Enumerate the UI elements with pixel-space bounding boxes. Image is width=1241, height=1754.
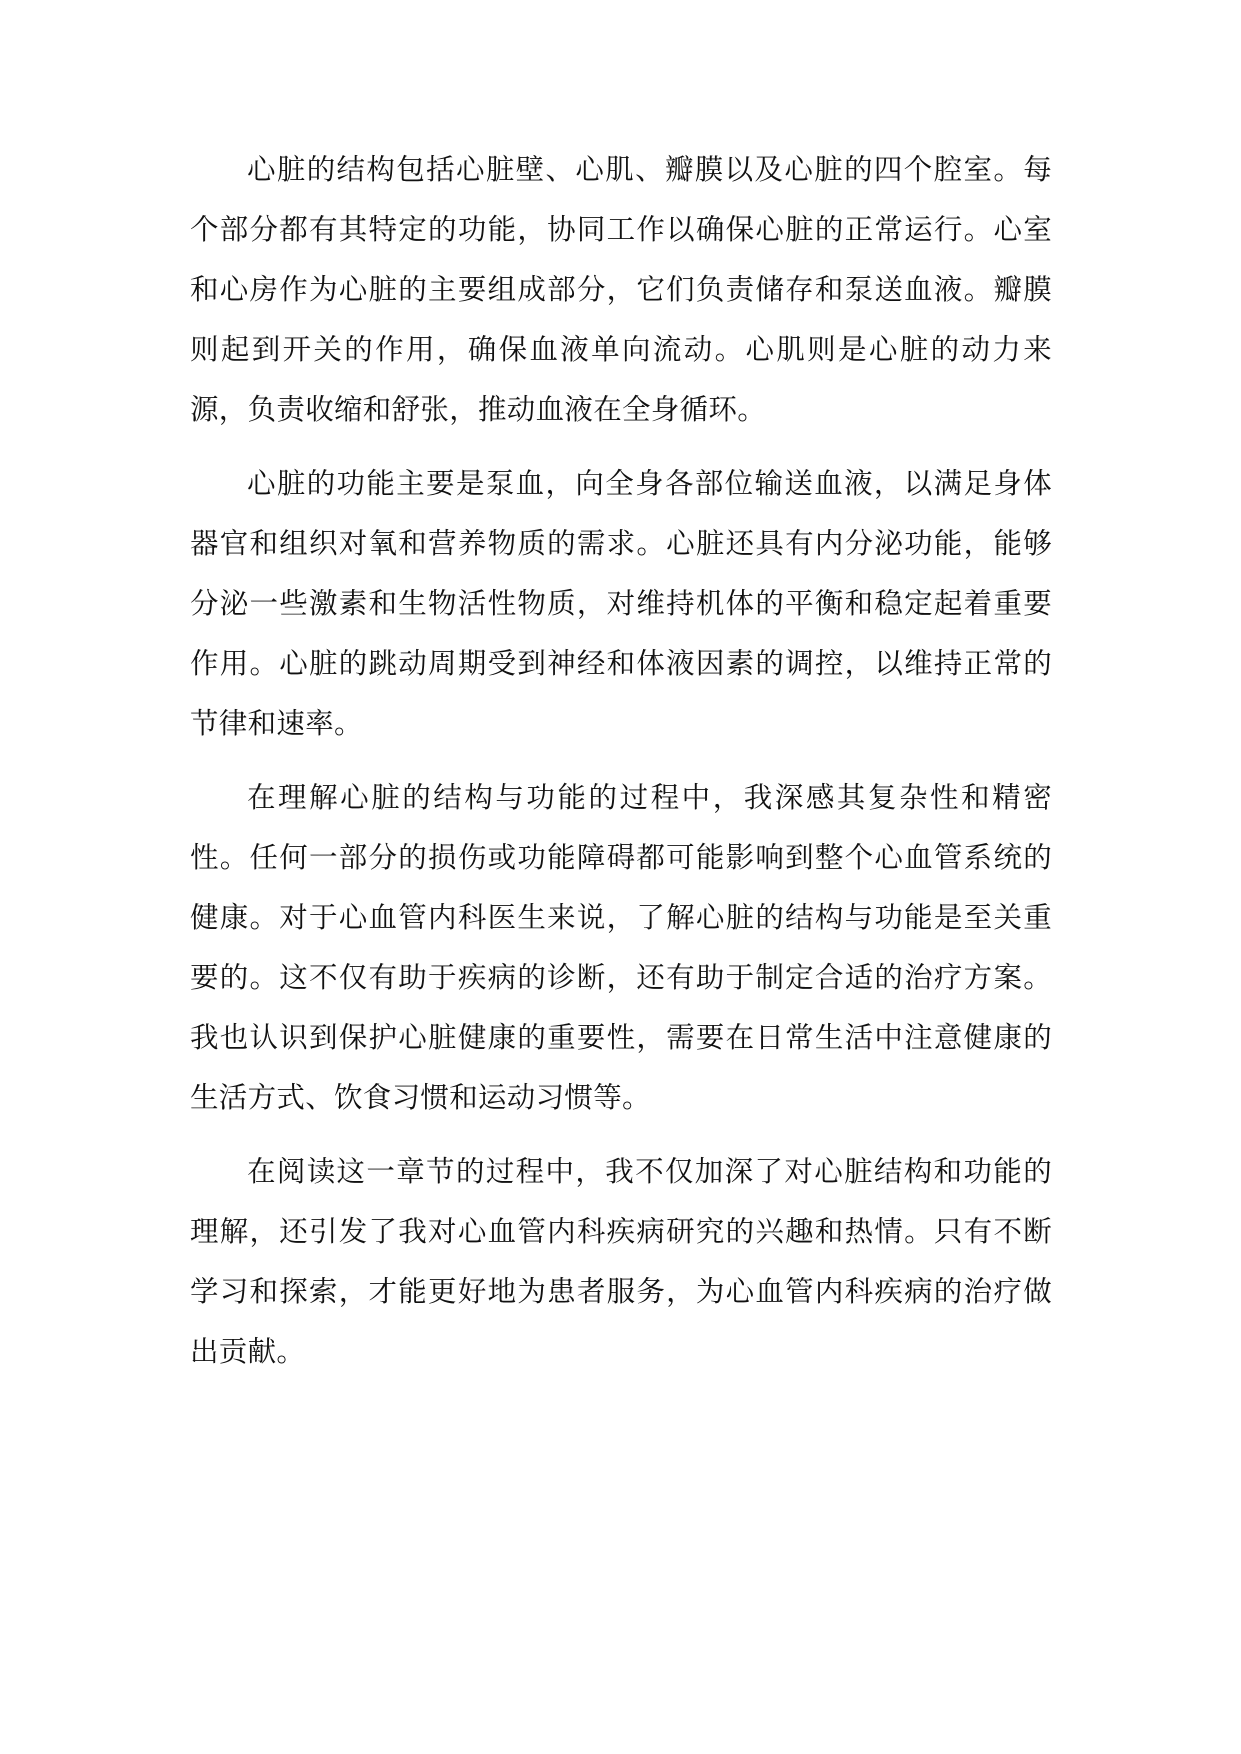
paragraph-heart-function: 心脏的功能主要是泵血，向全身各部位输送血液，以满足身体器官和组织对氧和营养物质的需求。心脏还具有内分泌功能，能够分泌一些激素和生物活性物质，对维持机体的平衡和稳定起着重要作用。心脏的跳动周期受到神经和体液因素的调控，以维持正常的节律和速率。 [190,467,1052,740]
paragraph-understanding: 在理解心脏的结构与功能的过程中，我深感其复杂性和精密性。任何一部分的损伤或功能障碍都可能影响到整个心血管系统的健康。对于心血管内科医生来说，了解心脏的结构与功能是至关重要的。这不仅有助于疾病的诊断，还有助于制定合适的治疗方案。我也认识到保护心脏健康的重要性，需要在日常生活中注意健康的生活方式、饮食习惯和运动习惯等。 [190,781,1052,1114]
paragraph-reflection: 在阅读这一章节的过程中，我不仅加深了对心脏结构和功能的理解，还引发了我对心血管内科疾病研究的兴趣和热情。只有不断学习和探索，才能更好地为患者服务，为心血管内科疾病的治疗做出贡献。 [190,1155,1052,1368]
paragraph-heart-structure: 心脏的结构包括心脏壁、心肌、瓣膜以及心脏的四个腔室。每个部分都有其特定的功能，协同工作以确保心脏的正常运行。心室和心房作为心脏的主要组成部分，它们负责储存和泵送血液。瓣膜则起到开关的作用，确保血液单向流动。心肌则是心脏的动力来源，负责收缩和舒张，推动血液在全身循环。 [190,153,1052,426]
document-body [190,140,1052,1396]
